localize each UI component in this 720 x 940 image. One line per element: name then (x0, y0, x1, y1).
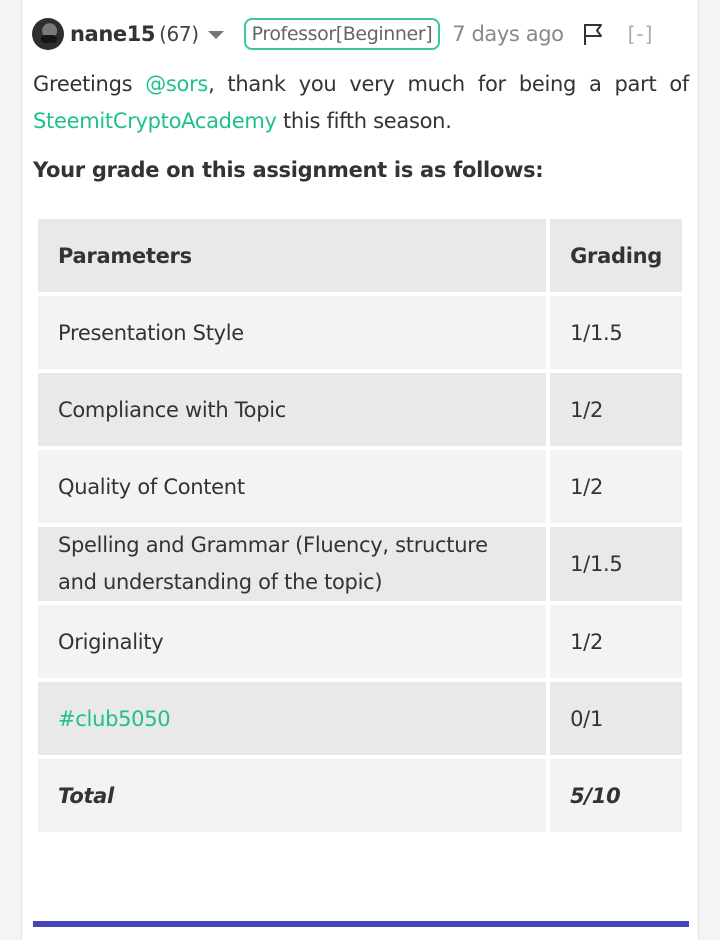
avatar[interactable] (32, 18, 64, 50)
flag-icon[interactable] (582, 22, 604, 46)
comment-card (21, 0, 699, 940)
comment-header (32, 14, 653, 54)
mention-link[interactable]: @sors (145, 72, 209, 96)
parameter-cell: Compliance with Topic (38, 373, 546, 446)
grades-table (34, 215, 686, 836)
table-row (38, 450, 682, 523)
header-grading: Grading (550, 219, 682, 292)
grade-cell: 1/2 (550, 605, 682, 678)
greeting-text-end: this fifth season. (276, 109, 452, 133)
total-row (38, 759, 682, 832)
parameter-cell: Quality of Content (38, 450, 546, 523)
parameter-cell: Presentation Style (38, 296, 546, 369)
role-badge: Professor[Beginner] (244, 18, 441, 50)
club5050-tag-link[interactable]: #club5050 (38, 682, 546, 755)
grade-cell: 1/1.5 (550, 527, 682, 601)
table-row (38, 527, 682, 601)
collapse-toggle[interactable]: [-] (627, 22, 654, 46)
community-link[interactable]: SteemitCryptoAcademy (33, 109, 277, 133)
greeting-text-mid: , thank you very much for being a part of (208, 72, 689, 96)
table-header-row (38, 219, 682, 292)
grade-heading: Your grade on this assignment is as follows: (33, 158, 544, 182)
author-reputation: (67) (159, 22, 199, 46)
table-row (38, 373, 682, 446)
grade-cell: 1/1.5 (550, 296, 682, 369)
greeting-text: Greetings (33, 72, 146, 96)
bottom-divider (33, 921, 689, 927)
table-row (38, 296, 682, 369)
timestamp[interactable]: 7 days ago (452, 22, 564, 46)
table-row (38, 682, 682, 755)
comment-body (33, 66, 689, 140)
author-name[interactable]: nane15 (70, 22, 156, 46)
table-row (38, 605, 682, 678)
grade-cell: 1/2 (550, 450, 682, 523)
total-label: Total (38, 759, 546, 832)
avatar-mask (41, 35, 57, 43)
dropdown-caret-icon[interactable] (208, 31, 224, 39)
parameter-cell: Spelling and Grammar (Fluency, structure and understanding of the topic) (38, 527, 546, 601)
parameter-cell: Originality (38, 605, 546, 678)
grade-cell: 1/2 (550, 373, 682, 446)
header-parameters: Parameters (38, 219, 546, 292)
grade-cell: 0/1 (550, 682, 682, 755)
total-grade: 5/10 (550, 759, 682, 832)
